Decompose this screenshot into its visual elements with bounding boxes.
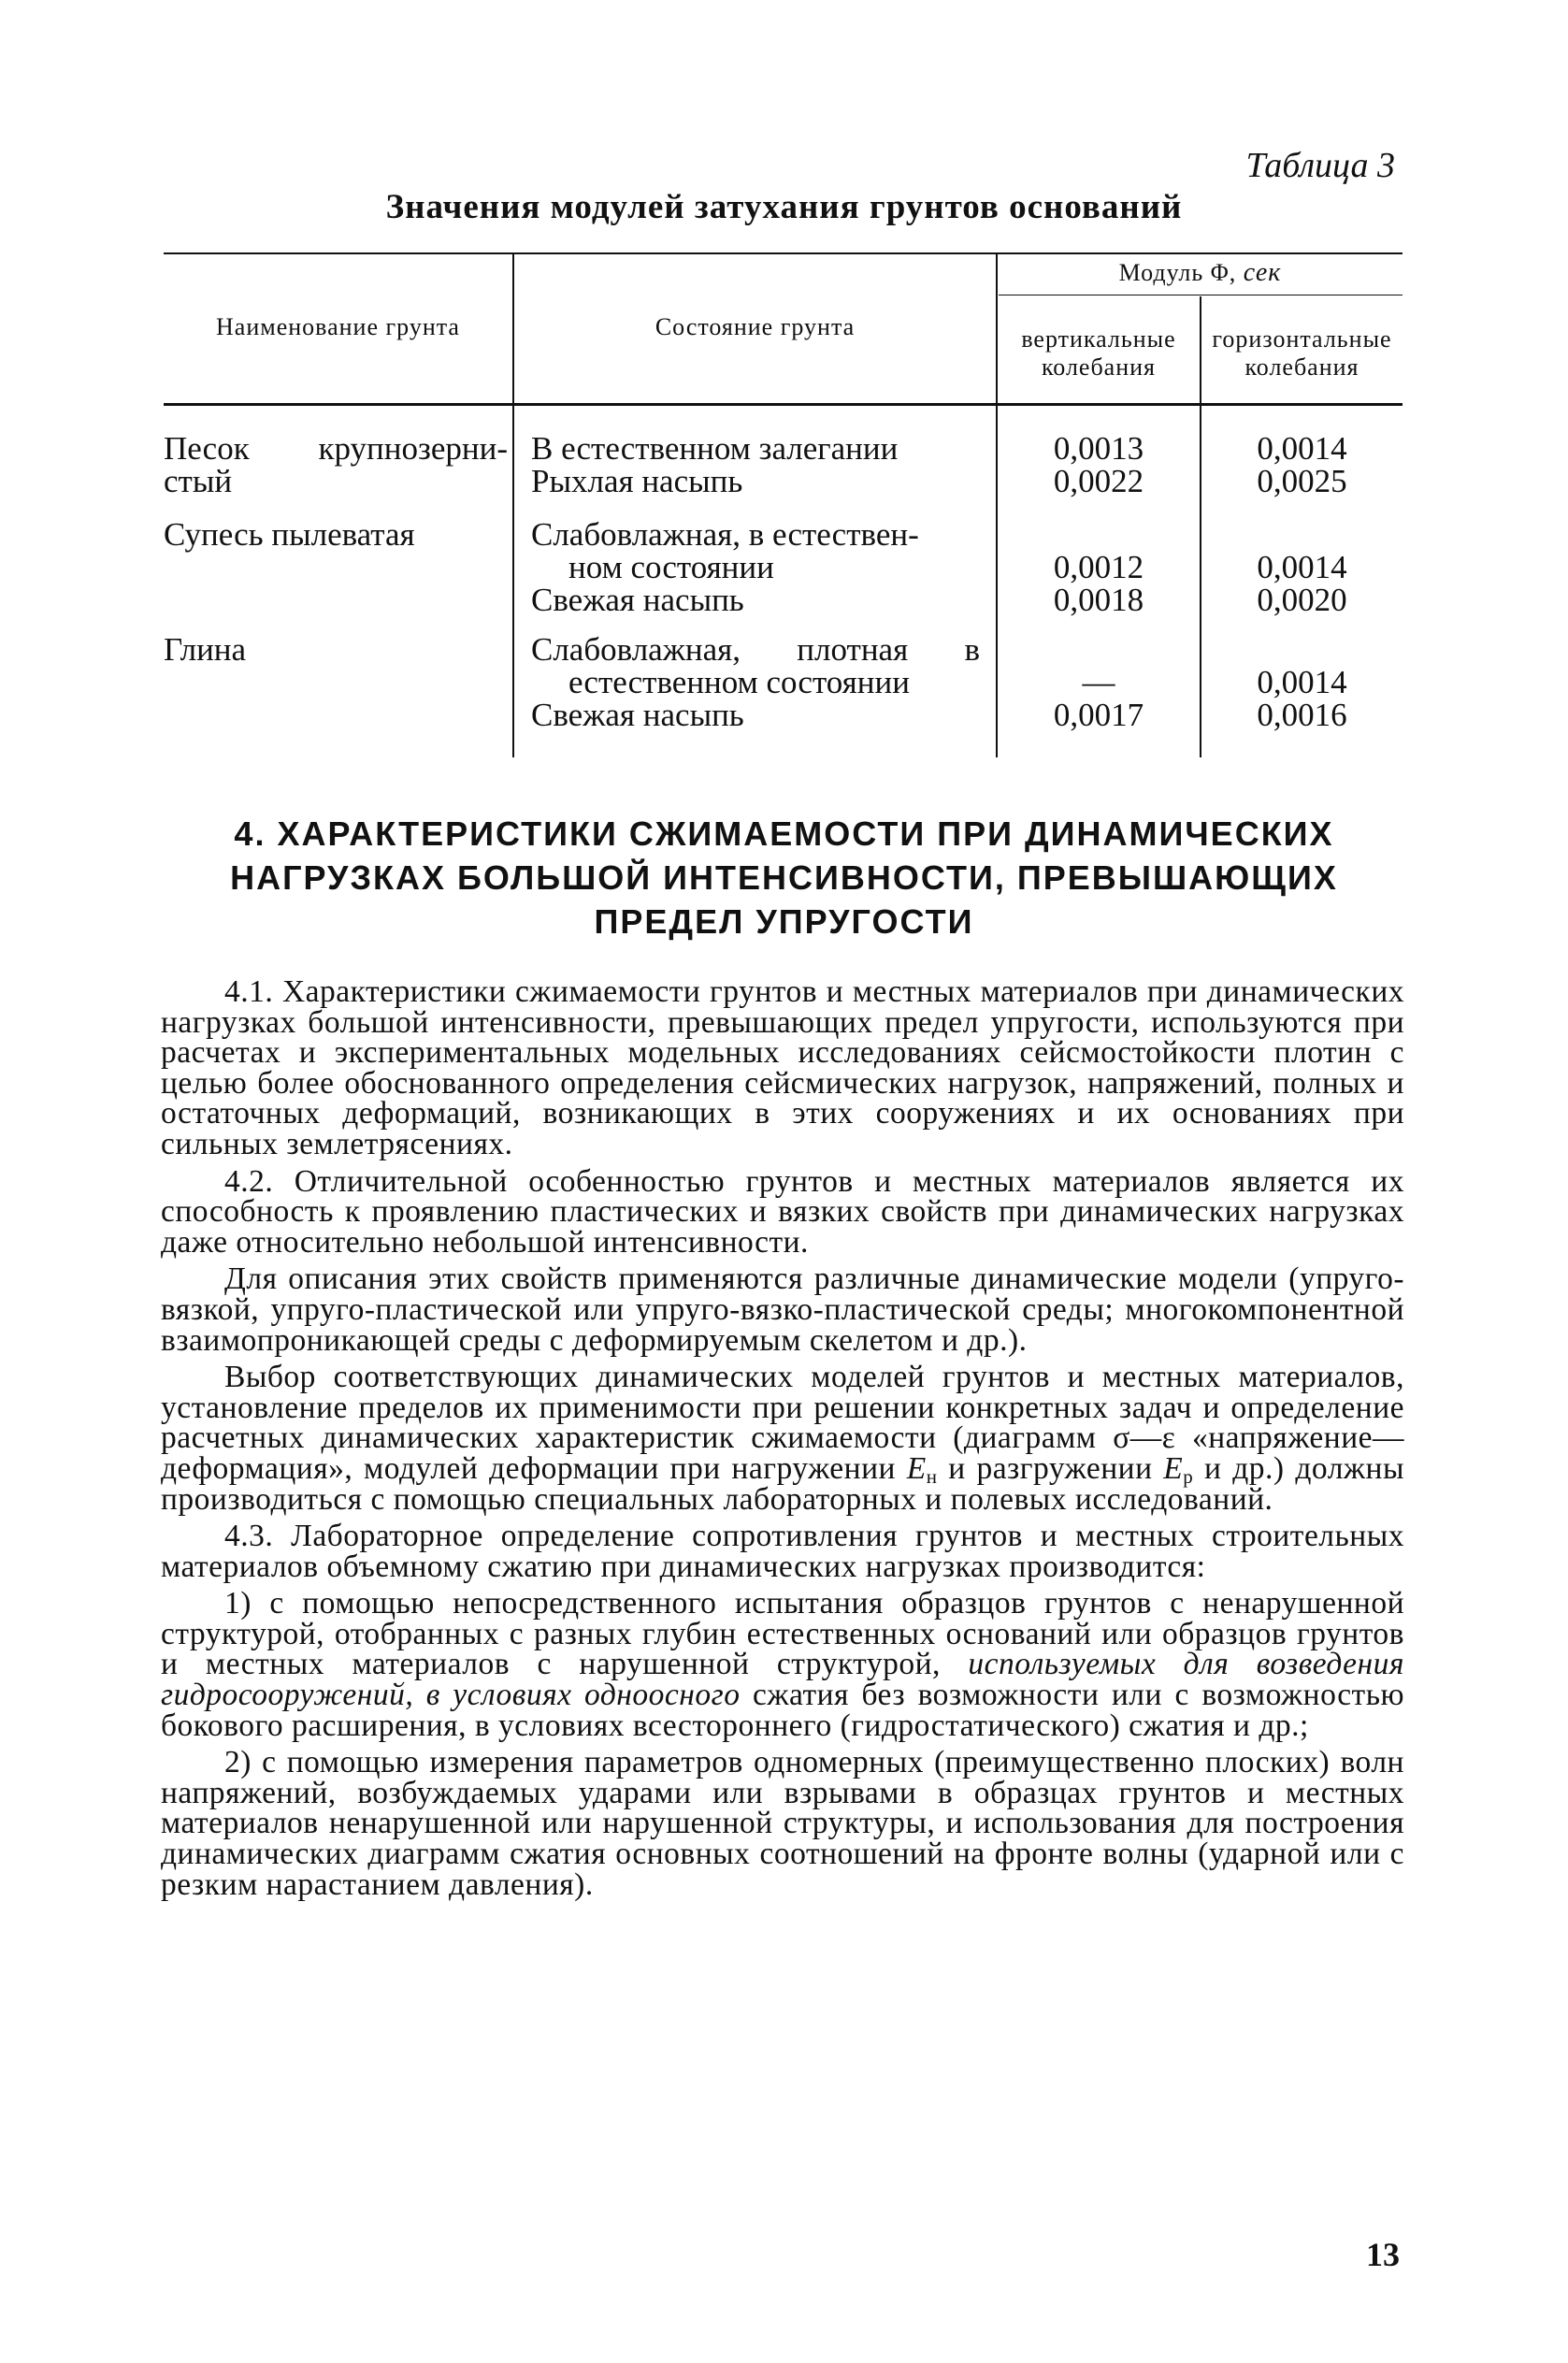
row-sand-name-line1: Песок крупнозерни- — [164, 430, 508, 467]
table-label: Таблица 3 — [1245, 146, 1395, 185]
row-sandy-loam-vertical-1: 0,0012 — [1053, 549, 1144, 585]
row-clay-state-1-line2: естественном состоянии — [568, 664, 910, 700]
list-item-1-part2: сжатия без возможности или с возможностью бокового расширения, в условиях всестороннего (гидростатического) сжатия и др.; — [161, 1678, 1405, 1743]
row-sandy-loam-vertical-2: 0,0018 — [1053, 582, 1144, 618]
list-item-1-italic: используемых для возведения гидросооружений, в условиях одноосного — [161, 1647, 1404, 1713]
header-modulus-unit: сек — [1243, 258, 1282, 287]
header-vertical-line1: вертикальные — [1021, 325, 1176, 353]
section-heading-line1: 4. ХАРАКТЕРИСТИКИ СЖИМАЕМОСТИ ПРИ ДИНАМИЧЕСКИХ — [234, 814, 1334, 853]
row-sand-vertical-2: 0,0022 — [1053, 463, 1144, 499]
section-body — [161, 974, 1405, 1907]
header-bottom-rule — [164, 403, 1403, 406]
unloading-modulus-symbol: E — [1163, 1450, 1184, 1486]
header-soil-name: Наименование грунта — [216, 313, 460, 340]
row-sand-state-2: Рыхлая насыпь — [531, 463, 743, 499]
list-item-2: 2) с помощью измерения параметров одномерных (преимущественно плоских) волн напряжений, возбуждаемых ударами или взрывами в образцах грунтов и местных материалов ненарушенной или нарушенной структуры, и использования для построения динамических диаграмм сжатия основных соотношений на фронте волны (ударной или с резким нарастанием давления). — [161, 1745, 1404, 1902]
paragraph-model-choice-part1: Выбор соответствующих динамических моделей грунтов и местных материалов, установление пределов их применимости при решении конкретных задач и определение расчетных динамических характеристик сжимаемости (диаграмм σ—ε «напряжение—деформация», модулей деформации при нагружении — [161, 1360, 1404, 1486]
unloading-modulus-subscript: р — [1183, 1464, 1194, 1488]
header-modulus-label: Модуль Φ, — [1118, 259, 1244, 286]
paragraph-models: Для описания этих свойств применяются различные динамические модели (упруго-вязкой, упруго-пластической или упруго-вязко-пластической среды; многокомпонентной взаимопроникающей среды с деформируемым скелетом и др.). — [161, 1261, 1404, 1358]
row-sand-name-line2: стый — [164, 463, 233, 499]
table-title: Значения модулей затухания грунтов оснований — [385, 188, 1183, 226]
paragraph-4-3: 4.3. Лабораторное определение сопротивления грунтов и местных строительных материалов объемному сжатию при динамических нагрузках производится: — [161, 1519, 1404, 1584]
row-clay-state-2: Свежая насыпь — [531, 697, 744, 733]
row-sandy-loam-state-1-line1: Слабовлажная, в естествен- — [531, 516, 919, 553]
header-horizontal-line1: горизонтальные — [1212, 325, 1392, 353]
list-item-1 — [161, 1586, 1405, 1743]
loading-modulus-symbol: E — [906, 1450, 927, 1486]
row-sand-vertical-1: 0,0013 — [1053, 430, 1144, 467]
paragraph-4-2: 4.2. Отличительной особенностью грунтов и местных материалов является их способность к проявлению пластических и вязких свойств при динамических нагрузках даже относительно небольшой интенсивности. — [161, 1163, 1404, 1260]
row-sandy-loam-horizontal-2: 0,0020 — [1257, 582, 1347, 618]
page-number: 13 — [1366, 2236, 1400, 2273]
paragraph-4-1: 4.1. Характеристики сжимаемости грунтов и местных материалов при динамических нагрузках большой интенсивности, превышающих предел упругости, используются при расчетах и экспериментальных модельных исследованиях сейсмостойкости плотин с целью более обоснованного определения сейсмических нагрузок, напряжений, полных и остаточных деформаций, возникающих в этих сооружениях и их основаниях при сильных землетрясениях. — [161, 974, 1404, 1161]
header-modulus — [998, 259, 1403, 287]
damping-modulus-table — [164, 252, 1403, 757]
paragraph-model-choice-part3: и др.) должны производиться с помощью специальных лабораторных и полевых исследований. — [161, 1450, 1404, 1517]
row-sand-horizontal-2: 0,0025 — [1257, 463, 1347, 499]
section-heading — [0, 812, 1568, 944]
header-soil-state: Состояние грунта — [655, 313, 856, 340]
paragraph-model-choice — [161, 1362, 1404, 1515]
row-clay-vertical-1: — — [1082, 664, 1115, 700]
row-clay-state-1-line1: Слабовлажная, плотная в — [531, 631, 980, 668]
row-sandy-loam-state-1-line2: ном состоянии — [568, 549, 774, 585]
section-heading-line3: ПРЕДЕЛ УПРУГОСТИ — [594, 902, 974, 941]
header-vertical — [998, 325, 1200, 382]
row-sand-horizontal-1: 0,0014 — [1257, 430, 1347, 467]
header-vertical-line2: колебания — [1041, 353, 1157, 381]
list-item-1-part1: 1) с помощью непосредственного испытания образцов грунтов с ненарушенной структурой, отобранных с разных глубин естественных оснований или образцов грунтов и местных материалов с нарушенной структурой, — [161, 1586, 1404, 1682]
table-top-rule — [164, 252, 1403, 254]
row-clay-vertical-2: 0,0017 — [1053, 697, 1144, 733]
row-sand-state-1: В естественном залегании — [531, 430, 899, 467]
row-clay-name: Глина — [164, 631, 247, 668]
paragraph-model-choice-part2: и разгружении — [937, 1450, 1164, 1486]
row-clay-horizontal-1: 0,0014 — [1257, 664, 1347, 700]
row-sandy-loam-horizontal-1: 0,0014 — [1257, 549, 1347, 585]
section-heading-line2: НАГРУЗКАХ БОЛЬШОЙ ИНТЕНСИВНОСТИ, ПРЕВЫШАЮЩИХ — [230, 858, 1338, 897]
header-horizontal-line2: колебания — [1244, 353, 1359, 381]
row-sandy-loam-state-2: Свежая насыпь — [531, 582, 744, 618]
row-clay-horizontal-2: 0,0016 — [1257, 697, 1347, 733]
header-horizontal — [1201, 325, 1403, 382]
row-sandy-loam-name: Супесь пылеватая — [164, 516, 415, 553]
loading-modulus-subscript: н — [926, 1464, 938, 1488]
